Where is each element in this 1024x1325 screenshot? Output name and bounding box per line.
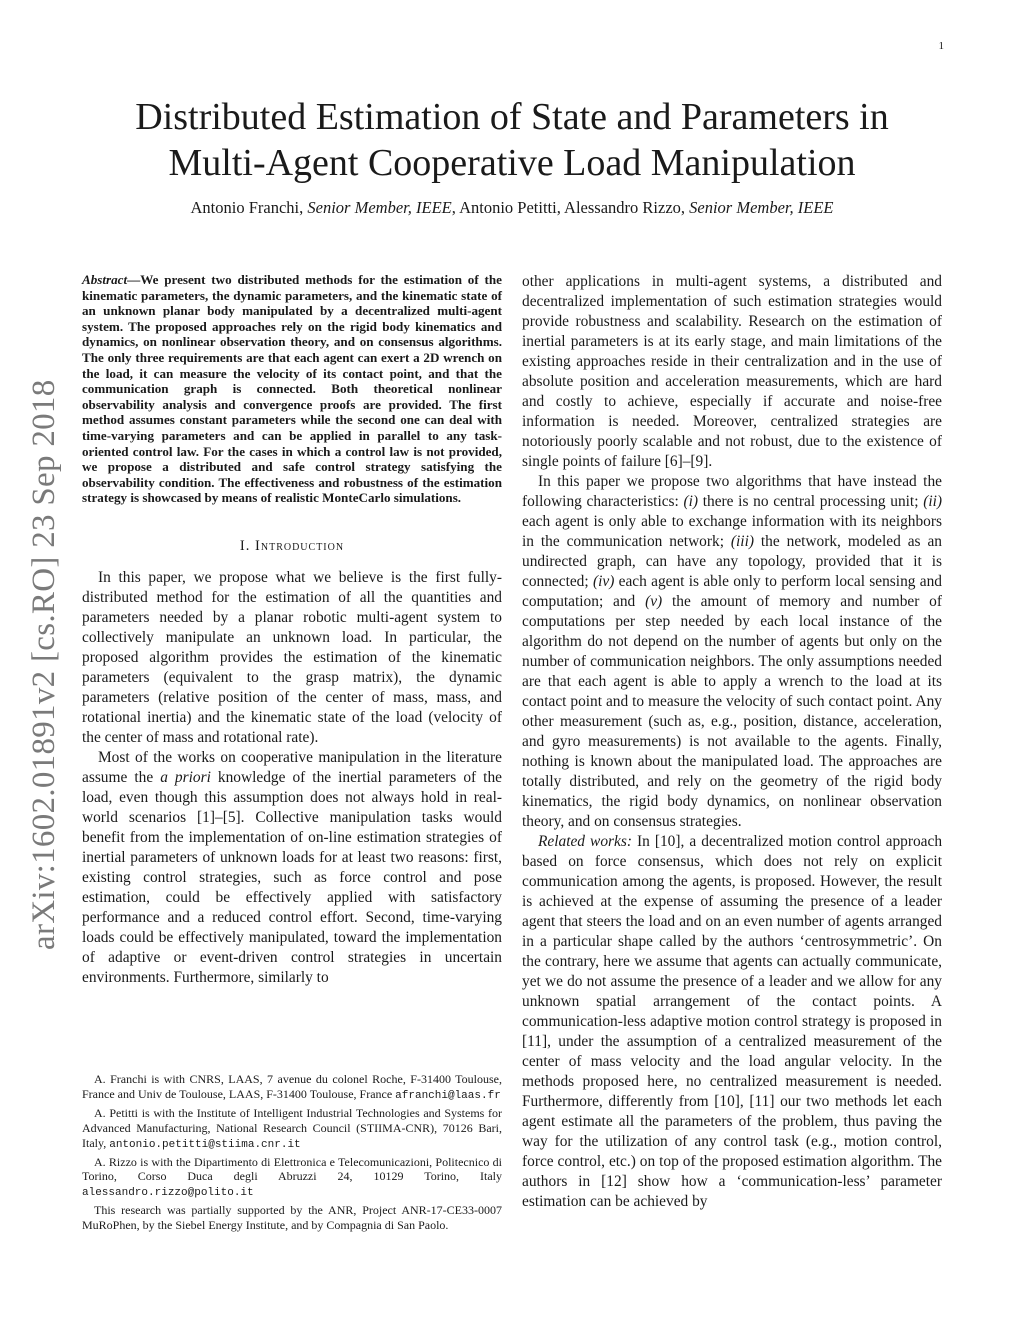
rp2-s1: In this paper we propose two algorithms that have instead the following characteristics: <box>522 473 942 510</box>
footnote-rizzo-text: A. Rizzo is with the Dipartimento di Elettronica e Telecomunicazioni, Politecnico di Torino, Corso Duca degli Abruzzi 24, 10129 Torino, Italy <box>82 1154 502 1184</box>
footnote-petitti-email: antonio.petitti@stiima.cnr.it <box>109 1138 301 1151</box>
intro-p2-italic: a priori <box>160 768 211 786</box>
abstract-lead: Abstract <box>82 272 128 287</box>
arxiv-stamp <box>26 350 66 950</box>
right-paragraph-3 <box>522 832 942 1212</box>
right-paragraph-1: other applications in multi-agent systems, a distributed and decentralized implementation of such estimation strategies would provide robustness and scalability. Research on the estimation of inertial parameters is at its early stage, and main limitations of the existing approaches reside in their centralization and in the use of absolute position and acceleration measurements, which are hard and costly to achieve, especially if accurate and noise-free information is needed. Moreover, centralized strategies are notoriously poorly scalable and not robust, due to the existence of single points of failure [6]–[9]. <box>522 273 942 470</box>
abstract-text: —We present two distributed methods for the estimation of the kinematic parameters, the dynamic parameters, and the kinematic state of an unknown planar body manipulated by a decentralized multi-agent system. The proposed approaches rely on the rigid body kinematics and dynamics, on nonlinear observation theory, and on consensus algorithms. The only three requirements are that each agent can exert a 2D wrench on the load, it can measure the velocity of its contact point, and that the communication graph is connected. Both theoretical nonlinear observability analysis and convergence proofs are provided. The first method assumes constant parameters while the second one can deal with time-varying parameters and can be applied in parallel to any task-oriented control law. For the cases in which a control law is not provided, we propose a distributed and safe control strategy satisfying the observability condition. The effectiveness and robustness of the estimation strategy is showcased by means of realistic MonteCarlo simulations. <box>82 272 502 506</box>
footnote-funding: This research was partially supported by the ANR, Project ANR-17-CE33-0007 MuRoPhen, by the Siebel Energy Institute, and by Compagnia di San Paolo. <box>82 1203 502 1233</box>
footnote-franchi <box>82 1072 502 1104</box>
rp2-s5: each agent is able only to perform local sensing and computation; and <box>522 573 942 610</box>
footnotes <box>82 1072 502 1235</box>
intro-paragraph-1: In this paper, we propose what we believe is the first fully-distributed method for the estimation of all the quantities and parameters needed by a planar robotic multi-agent system to collectively manipulate an unknown load. In particular, the proposed algorithm provides the estimation of the kinematic parameters (equivalent to the grasp matrix), the dynamic parameters (relative position of the center of mass, mass, and rotational inertia) and the kinematic state of the load (velocity of the center of mass and rotational rate). <box>82 568 502 746</box>
rp2-i5: (v) <box>645 593 663 610</box>
section-title-rest: ntroduction <box>260 537 345 554</box>
rp2-i4: (iv) <box>592 573 615 590</box>
rp2-i1: (i) <box>683 493 699 510</box>
right-column <box>522 272 942 1212</box>
intro-p2-part-a: Most of the works on cooperative manipulation in the literature assume the <box>82 748 502 786</box>
footnote-franchi-text: A. Franchi is with CNRS, LAAS, 7 avenue du colonel Roche, F-31400 Toulouse, France and Univ de Toulouse, LAAS, F-31400 Toulouse, France <box>82 1072 502 1101</box>
paper-title <box>0 94 1024 186</box>
title-line-1: Distributed Estimation of State and Parameters in <box>135 96 889 138</box>
section-heading-introduction <box>82 536 502 556</box>
footnote-franchi-email: afranchi@laas.fr <box>395 1089 501 1102</box>
rp2-s2: there is no central processing unit; <box>698 493 924 510</box>
rp2-i2: (ii) <box>923 493 942 510</box>
rp2-i3: (iii) <box>730 533 754 550</box>
title-line-2: Multi-Agent Cooperative Load Manipulation <box>168 142 856 184</box>
author-rizzo-org: , IEEE <box>789 198 834 217</box>
abstract <box>82 272 502 506</box>
rp2-s3: each agent is only able to exchange information with its neighbors in the communication network; <box>522 513 942 550</box>
author-franchi: Antonio Franchi, <box>190 198 304 217</box>
author-petitti-rizzo: , Antonio Petitti, Alessandro Rizzo, <box>451 198 686 217</box>
rp2-s6: the amount of memory and number of computations per step needed by each local instance of the algorithm do not depend on the number of agents but only on the number of communication neighbors. The only assumptions needed are that each agent is able to apply a wrench to the load at its contact point and to measure the velocity of such contact point. Any other measurement (such as, e.g., position, distance, acceleration, and gyro measurements) is not available to the agents. Finally, nothing is known about the manipulated load. The approaches are totally distributed, and rely on the geometry of the rigid body kinematics, the rigid body dynamics, on nonlinear observation theory, and on consensus strategies. <box>522 593 942 830</box>
left-column <box>82 272 502 988</box>
author-franchi-org: , IEEE <box>407 198 452 217</box>
related-works-lead: Related works: <box>538 833 632 850</box>
author-rizzo-role: Senior Member <box>689 198 790 217</box>
page-number: 1 <box>938 40 944 52</box>
author-list <box>0 198 1024 218</box>
related-works-text: In [10], a decentralized motion control approach based on force consensus, which does not rely on explicit communication among the agents, is proposed. However, the result is achieved at the expense of assuming the presence of a leader agent that steers the load and on an even number of agents arranged in a particular shape called by the authors ‘centrosymmetric’. On the contrary, here we assume that agents can actually communicate, yet we do not assume the presence of a leader and we allow for any unknown spatial arrangement of the contact points. A communication-less adaptive motion control strategy is proposed in [11], under the assumption of a centralized measurement of the center of mass velocity and the load angular velocity. In the methods proposed here, no centralized measurement is needed. Furthermore, differently from [10], [11] our two methods let each agent estimate all the parameters of the problem, thus paving the way for the utilization of any control task (e.g., motion control, force control, etc.) on top of the proposed estimation algorithm. The authors in [12] show how a ‘communication-less’ parameter estimation can be achieved by <box>522 833 943 1210</box>
section-numeral: I. <box>239 537 251 554</box>
footnote-rizzo <box>82 1155 502 1202</box>
arxiv-stamp-text: arXiv:1602.01891v2 [cs.RO] 23 Sep 2018 <box>26 379 62 950</box>
footnote-petitti <box>82 1106 502 1153</box>
footnote-petitti-text: A. Petitti is with the Institute of Intelligent Industrial Technologies and Systems for Advanced Manufacturing, National Research Council (STIIMA-CNR), 70126 Bari, Italy, <box>82 1105 502 1150</box>
intro-paragraph-2 <box>82 748 502 988</box>
right-paragraph-2 <box>522 472 942 832</box>
intro-p2-part-b: knowledge of the inertial parameters of the load, even though this assumption does not always hold in real-world scenarios [1]–[5]. Collective manipulation tasks would benefit from the implementation of on-line estimation strategies of inertial parameters of unknown loads for at least two reasons: first, existing control strategies, such as force control and pose estimation, could be effectively applied with satisfactory performance and a reduced control effort. Second, time-varying loads could be effectively manipulated, toward the implementation of adaptive or event-driven control strategies in uncertain environments. Furthermore, similarly to <box>82 768 502 986</box>
rp2-s4: the network, modeled as an undirected graph, can have any topology, provided that it is connected; <box>522 533 942 590</box>
footnote-rizzo-email: alessandro.rizzo@polito.it <box>82 1187 254 1200</box>
section-first-letter: I <box>255 537 261 554</box>
author-franchi-role: Senior Member <box>307 198 408 217</box>
